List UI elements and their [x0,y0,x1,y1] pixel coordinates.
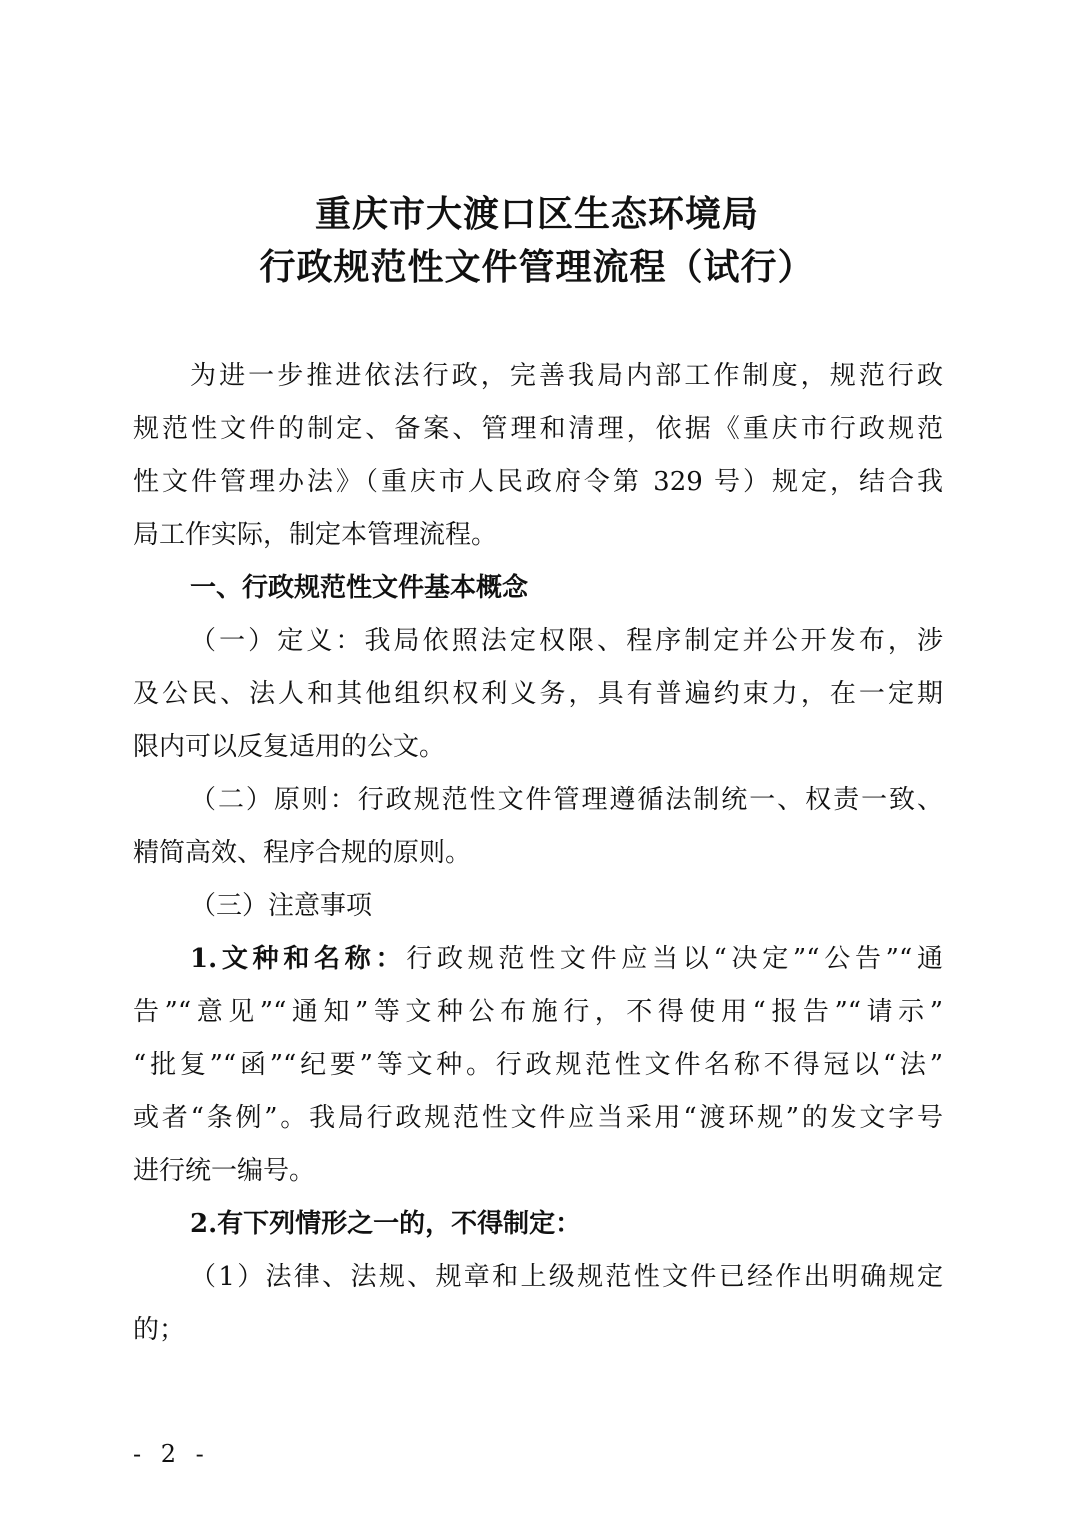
text-run: 为进一步推进依法行政，完善我局内部工作制度，规范行政 [190,361,943,391]
paragraph [133,562,943,615]
text-line [133,827,943,880]
text-run: （1）法律、法规、规章和上级规范性文件已经作出明确规定 [190,1262,943,1292]
text-line [133,562,943,615]
paragraph [133,615,943,774]
text-line [133,986,943,1039]
text-run: 局工作实际，制定本管理流程。 [133,520,498,550]
text-run: （三）注意事项 [190,891,373,921]
text-line [133,933,943,986]
text-run: 精简高效、程序合规的原则。 [133,838,472,868]
text-line [133,403,943,456]
paragraph [133,1198,943,1251]
text-line [133,721,943,774]
document-title-line-2: 行政规范性文件管理流程（试行） [259,246,815,288]
text-line [133,1039,943,1092]
bold-text: 1.文种和名称： [190,944,407,974]
text-run: （二）原则：行政规范性文件管理遵循法制统一、权责一致、 [190,785,943,815]
text-line [133,350,943,403]
text-run: 或者“条例”。我局行政规范性文件应当采用“渡环规”的发文字号 [133,1103,943,1133]
text-run: 进行统一编号。 [133,1156,316,1186]
bold-text: 2.有下列情形之一的，不得制定： [190,1209,582,1239]
paragraph [133,350,943,562]
text-run: 行政规范性文件应当以“决定”“公告”“通 [406,944,943,974]
text-run: 告”“意见”“通知”等文种公布施行，不得使用“报告”“请示” [133,997,943,1027]
text-run: （一）定义：我局依照法定权限、程序制定并公开发布，涉 [190,626,943,656]
paragraph [133,774,943,880]
text-line [133,880,943,933]
text-run: 及公民、法人和其他组织权利义务，具有普遍约束力，在一定期 [133,679,943,709]
text-run: 性文件管理办法》（重庆市人民政府令第 329 号）规定，结合我 [133,467,943,497]
text-line [133,615,943,668]
paragraph [133,933,943,1198]
text-line [133,1251,943,1304]
text-line [133,1092,943,1145]
text-line [133,509,943,562]
text-line [133,1145,943,1198]
text-run: 限内可以反复适用的公文。 [133,732,446,762]
bold-text: 一、行政规范性文件基本概念 [190,573,529,603]
text-line [133,668,943,721]
text-run: “批复”“函”“纪要”等文种。行政规范性文件名称不得冠以“法” [133,1050,943,1080]
text-line [133,1304,943,1357]
text-run: 规范性文件的制定、备案、管理和清理，依据《重庆市行政规范 [133,414,943,444]
paragraph [133,880,943,933]
text-run: 的； [133,1315,186,1345]
page-number: - 2 - [133,1440,210,1468]
text-line [133,1198,943,1251]
text-line [133,456,943,509]
text-line [133,774,943,827]
document-title-line-1: 重庆市大渡口区生态环境局 [314,193,759,235]
paragraph [133,1251,943,1357]
document-body [133,350,943,1357]
